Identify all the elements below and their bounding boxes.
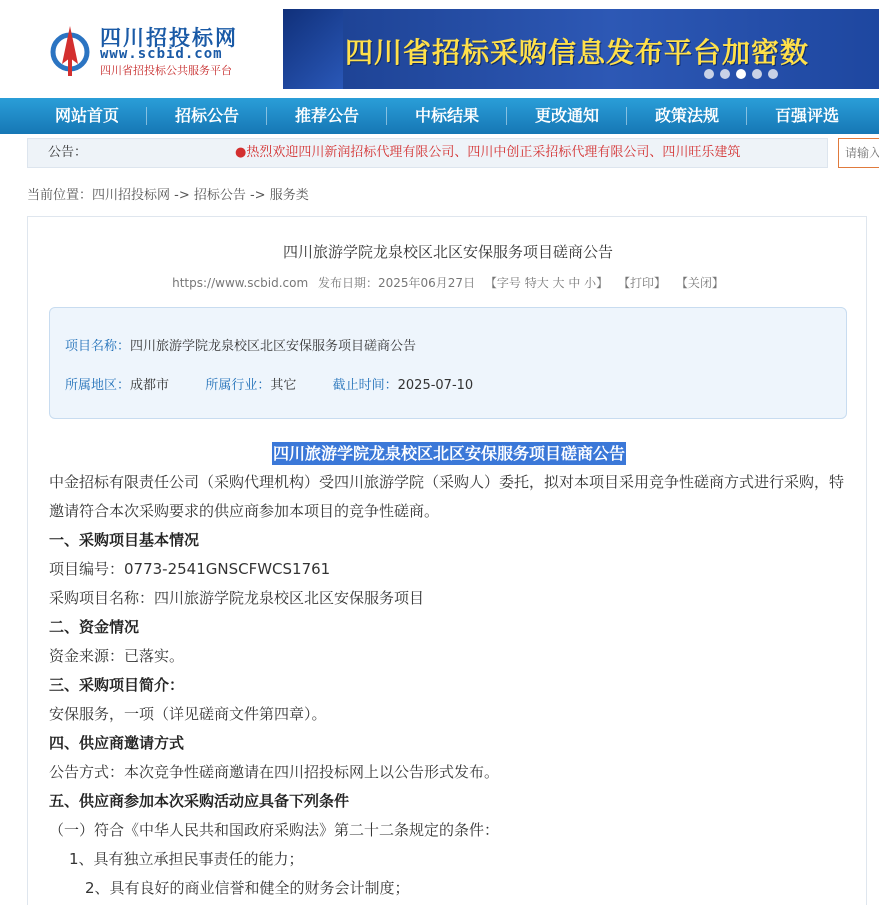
project-name-label: 项目名称： (65, 339, 131, 354)
logo-subtitle: 四川省招投标公共服务平台 (100, 64, 232, 77)
font-size-controls[interactable]: 【字号 特大 大 中 小】 (484, 276, 609, 290)
section-1-heading: 一、采购项目基本情况 (49, 531, 200, 549)
deadline-label: 截止时间： (332, 378, 398, 393)
breadcrumb[interactable]: 当前位置：四川招投标网 -> 招标公告 -> 服务类 (27, 188, 309, 203)
section-4-heading: 四、供应商邀请方式 (49, 734, 185, 752)
nav-item-results[interactable]: 中标结果 (387, 98, 507, 134)
industry-value: 其它 (270, 378, 297, 393)
nav-item-home[interactable]: 网站首页 (27, 98, 147, 134)
condition-intro: （一）符合《中华人民共和国政府采购法》第二十二条规定的条件： (49, 821, 500, 839)
banner-carousel-dots (704, 69, 778, 79)
article-body (49, 439, 849, 903)
section-3-heading: 三、采购项目简介： (49, 676, 185, 694)
condition-item-1: 1、具有独立承担民事责任的能力； (69, 850, 304, 868)
notice-bar (27, 138, 828, 168)
notice-marquee[interactable]: ●热烈欢迎四川新润招标代理有限公司、四川中创正采招标代理有限公司、四川旺乐建筑 (235, 145, 741, 160)
project-summary: 安保服务，一项（详见磋商文件第四章）。 (49, 705, 327, 723)
project-name-value: 四川旅游学院龙泉校区北区安保服务项目磋商公告 (130, 339, 417, 354)
invitation-method: 公告方式：本次竞争性磋商邀请在四川招投标网上以公告形式发布。 (49, 763, 500, 781)
site-header (0, 0, 879, 98)
logo-url: www.scbid.com (100, 46, 223, 62)
condition-item-2: 2、具有良好的商业信誉和健全的财务会计制度； (85, 879, 410, 897)
project-info-box (49, 307, 847, 419)
fund-source: 资金来源：已落实。 (49, 647, 185, 665)
notice-label: 公告： (48, 145, 88, 160)
nav-item-changes[interactable]: 更改通知 (507, 98, 627, 134)
meta-date: 发布日期：2025年06月27日 (317, 276, 476, 290)
nav-item-recommended[interactable]: 推荐公告 (267, 98, 387, 134)
section-2-heading: 二、资金情况 (49, 618, 140, 636)
article-title: 四川旅游学院龙泉校区北区安保服务项目磋商公告 (282, 243, 613, 261)
carousel-dot[interactable] (704, 69, 714, 79)
article-meta (28, 274, 868, 291)
project-number: 项目编号：0773-2541GNSCFWCS1761 (49, 560, 331, 578)
project-name-row (65, 335, 416, 354)
nav-item-top100[interactable]: 百强评选 (774, 106, 839, 125)
search-input[interactable] (838, 138, 879, 168)
region-label: 所属地区： (65, 378, 131, 393)
carousel-dot-active[interactable] (736, 69, 746, 79)
banner-text: 四川省招标采购信息发布平台加密数 (345, 36, 810, 69)
nav-item-policies[interactable]: 政策法规 (627, 98, 747, 134)
carousel-dot[interactable] (720, 69, 730, 79)
body-heading (49, 439, 849, 468)
section-5-heading: 五、供应商参加本次采购活动应具备下列条件 (49, 792, 350, 810)
body-heading-selected[interactable]: 四川旅游学院龙泉校区北区安保服务项目磋商公告 (272, 444, 625, 463)
deadline-value: 2025-07-10 (397, 378, 474, 393)
industry-label: 所属行业： (205, 378, 271, 393)
print-link[interactable]: 【打印】 (618, 276, 667, 290)
carousel-dot[interactable] (752, 69, 762, 79)
nav-item-tenders[interactable]: 招标公告 (147, 98, 267, 134)
project-attrs-row (65, 374, 473, 393)
article-container (27, 216, 867, 905)
carousel-dot[interactable] (768, 69, 778, 79)
logo-mark-icon (48, 22, 94, 78)
close-link[interactable]: 【关闭】 (675, 276, 724, 290)
site-logo[interactable] (48, 22, 258, 82)
meta-site: https://www.scbid.com (172, 276, 309, 290)
main-nav (0, 98, 879, 134)
procurement-project-name: 采购项目名称：四川旅游学院龙泉校区北区安保服务项目 (49, 589, 425, 607)
banner-decoration (283, 9, 343, 89)
logo-title: 四川招投标网 (100, 25, 238, 50)
header-banner[interactable] (283, 9, 879, 89)
region-value: 成都市 (130, 378, 170, 393)
intro-paragraph: 中金招标有限责任公司（采购代理机构）受四川旅游学院（采购人）委托，拟对本项目采用竞争性磋商方式进行采购，特邀请符合本次采购要求的供应商参加本项目的竞争性磋商。 (49, 473, 845, 520)
